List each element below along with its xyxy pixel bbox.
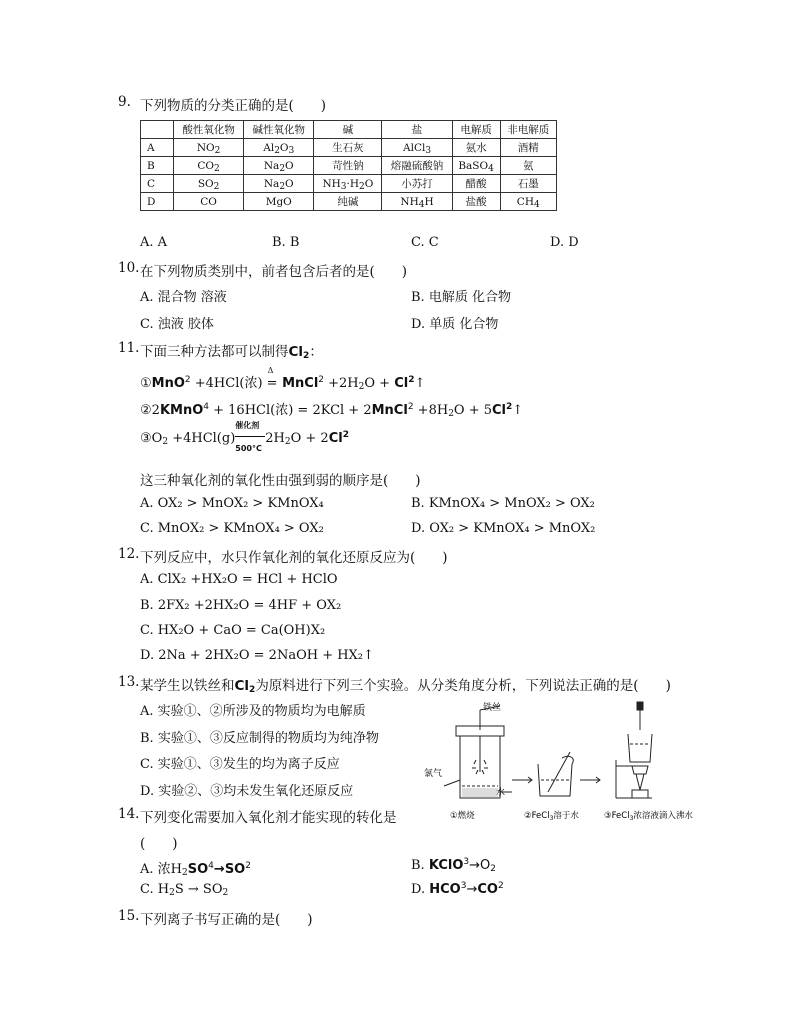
q12-option-b[interactable]: B. 2FX₂ +2HX₂O = 4HF + OX₂ bbox=[140, 598, 342, 613]
caption-experiment-1: ①燃烧 bbox=[450, 811, 475, 821]
table-cell: $NH_4H$ bbox=[382, 193, 452, 211]
q11-option-d[interactable]: D. OX₂ > KMnOX₄ > MnOX₂ bbox=[411, 521, 596, 536]
table-cell: 熔融硫酸钠 bbox=[382, 157, 452, 175]
table-cell: $NO_2$ bbox=[174, 139, 244, 157]
q15-number: 15. bbox=[118, 908, 140, 924]
table-cell: MgO bbox=[244, 193, 314, 211]
gas-jar-apparatus bbox=[444, 706, 512, 798]
table-cell: 小苏打 bbox=[382, 175, 452, 193]
q14-stem-bracket: ( ) bbox=[140, 836, 178, 852]
beaker-apparatus bbox=[538, 752, 573, 796]
q11-equation-1: ①MnO$^2$ +4HCl(浓) Δ = MnCl$^2$ $+2H_2O$ + $Cl^2↑$ bbox=[140, 366, 426, 392]
process-arrow-2 bbox=[580, 777, 600, 783]
table-cell: 氨水 bbox=[452, 139, 500, 157]
q15-stem: 下列离子书写正确的是( ) bbox=[140, 912, 313, 928]
experiment-diagram bbox=[420, 700, 720, 825]
q13-option-b[interactable]: B. 实验①、③反应制得的物质均为纯净物 bbox=[140, 731, 379, 746]
q12-option-a[interactable]: A. ClX₂ +HX₂O = HCl + HClO bbox=[140, 572, 338, 587]
q13-number: 13. bbox=[118, 674, 140, 690]
table-cell: $CH_4$ bbox=[500, 193, 556, 211]
q9-option-c[interactable]: C. C bbox=[411, 235, 439, 250]
q10-option-b[interactable]: B. 电解质 化合物 bbox=[411, 290, 511, 305]
table-cell: $SO_2$ bbox=[174, 175, 244, 193]
table-cell: BaSO$_4$ bbox=[452, 157, 500, 175]
q10-option-c[interactable]: C. 浊液 胶体 bbox=[140, 317, 214, 332]
q9-option-d[interactable]: D. D bbox=[550, 235, 579, 250]
q10-option-a[interactable]: A. 混合物 溶液 bbox=[140, 290, 227, 305]
table-cell: 苛性钠 bbox=[314, 157, 382, 175]
q11-number: 11. bbox=[118, 340, 140, 356]
process-arrow-1 bbox=[512, 777, 532, 783]
q9-classification-table bbox=[140, 120, 557, 211]
q14-option-d[interactable]: D. $HCO^3\to CO^2$ bbox=[411, 881, 504, 897]
table-header-row bbox=[141, 121, 557, 139]
caption-experiment-2: ②FeCl$_3$溶于水 bbox=[524, 811, 579, 822]
catalyst-condition: 催化剂 500°C bbox=[235, 430, 265, 442]
table-cell: 石墨 bbox=[500, 175, 556, 193]
q9-option-a[interactable]: A. A bbox=[140, 235, 168, 250]
table-row bbox=[141, 139, 557, 157]
table-header-cell: 碱 bbox=[314, 121, 382, 139]
q10-stem: 在下列物质类别中，前者包含后者的是( ) bbox=[140, 264, 408, 280]
q13-option-d[interactable]: D. 实验②、③均未发生氧化还原反应 bbox=[140, 784, 354, 799]
q10-option-d[interactable]: D. 单质 化合物 bbox=[411, 317, 499, 332]
table-cell: $NH_3\cdot H_2O$ bbox=[314, 175, 382, 193]
q11-stem: 下面三种方法都可以制得$Cl_2$： bbox=[140, 344, 323, 361]
row-label: D bbox=[141, 193, 174, 211]
table-header-cell: 电解质 bbox=[452, 121, 500, 139]
q12-option-c[interactable]: C. HX₂O + CaO = Ca(OH)X₂ bbox=[140, 623, 326, 638]
q11-option-c[interactable]: C. MnOX₂ > KMnOX₄ > OX₂ bbox=[140, 521, 324, 536]
q10-number: 10. bbox=[118, 260, 140, 276]
table-cell: $Na_2O$ bbox=[244, 157, 314, 175]
table-cell: 醋酸 bbox=[452, 175, 500, 193]
q12-stem: 下列反应中，水只作氧化剂的氧化还原反应为( ) bbox=[140, 550, 448, 566]
table-header-cell: 非电解质 bbox=[500, 121, 556, 139]
table-header-cell: 盐 bbox=[382, 121, 452, 139]
q14-stem: 下列变化需要加入氧化剂才能实现的转化是 bbox=[140, 810, 397, 826]
table-cell: $CO_2$ bbox=[174, 157, 244, 175]
table-cell: $Al_2O_3$ bbox=[244, 139, 314, 157]
caption-experiment-3: ③FeCl$_3$浓溶液滴入沸水 bbox=[604, 811, 693, 822]
q14-option-c[interactable]: C. $H_2S \to SO_2$ bbox=[140, 882, 229, 898]
q11-equation-3: $③O_2 +4HCl(g)$ 催化剂 500°C $2H_2O + 2Cl^2$ bbox=[140, 421, 349, 453]
q13-stem: 某学生以铁丝和$Cl_2$为原料进行下列三个实验。从分类角度分析，下列说法正确的是( ) bbox=[140, 678, 671, 695]
row-label: B bbox=[141, 157, 174, 175]
q9-number: 9. bbox=[118, 94, 131, 110]
q12-number: 12. bbox=[118, 546, 140, 562]
q9-stem: 下列物质的分类正确的是( ) bbox=[140, 98, 327, 114]
table-cell: CO bbox=[174, 193, 244, 211]
q13-experiment-figure bbox=[420, 700, 720, 825]
table-cell: 氨 bbox=[500, 157, 556, 175]
table-row bbox=[141, 157, 557, 175]
q11-question: 这三种氧化剂的氧化性由强到弱的顺序是( ) bbox=[140, 473, 421, 489]
q12-option-d[interactable]: D. 2Na + 2HX₂O = 2NaOH + HX₂↑ bbox=[140, 648, 374, 663]
q9-option-b[interactable]: B. B bbox=[272, 235, 300, 250]
row-label: A bbox=[141, 139, 174, 157]
q11-equation-2: ②2KMnO$^4$ + 16HCl(浓) = 2KCl + 2MnCl$^2$ $+8H_2O$ + $5Cl^2↑$ bbox=[140, 402, 524, 419]
q11-option-b[interactable]: B. KMnOX₄ > MnOX₂ > OX₂ bbox=[411, 496, 595, 511]
table-header-cell: 碱性氧化物 bbox=[244, 121, 314, 139]
row-label: C bbox=[141, 175, 174, 193]
label-iron-wire: 铁丝 bbox=[483, 703, 502, 713]
table-cell: 生石灰 bbox=[314, 139, 382, 157]
q13-option-a[interactable]: A. 实验①、②所涉及的物质均为电解质 bbox=[140, 704, 366, 719]
q11-option-a[interactable]: A. OX₂ > MnOX₂ > KMnOX₄ bbox=[140, 496, 324, 511]
table-cell: AlCl$_3$ bbox=[382, 139, 452, 157]
table-row bbox=[141, 193, 557, 211]
q13-option-c[interactable]: C. 实验①、③发生的均为离子反应 bbox=[140, 757, 340, 772]
table-header-cell bbox=[141, 121, 174, 139]
table-row bbox=[141, 175, 557, 193]
heating-apparatus bbox=[616, 702, 652, 798]
table-cell: 酒精 bbox=[500, 139, 556, 157]
label-water: 水 bbox=[496, 788, 506, 798]
q14-option-a[interactable]: A. 浓$H_2SO^4\to SO^2$ bbox=[140, 861, 251, 878]
table-header-cell: 酸性氧化物 bbox=[174, 121, 244, 139]
table-cell: 盐酸 bbox=[452, 193, 500, 211]
label-chlorine: 氯气 bbox=[424, 769, 443, 779]
table-cell: 纯碱 bbox=[314, 193, 382, 211]
q14-number: 14. bbox=[118, 806, 140, 822]
table-cell: $Na_2O$ bbox=[244, 175, 314, 193]
q14-option-b[interactable]: B. $KClO^3\to O_2$ bbox=[411, 857, 496, 874]
